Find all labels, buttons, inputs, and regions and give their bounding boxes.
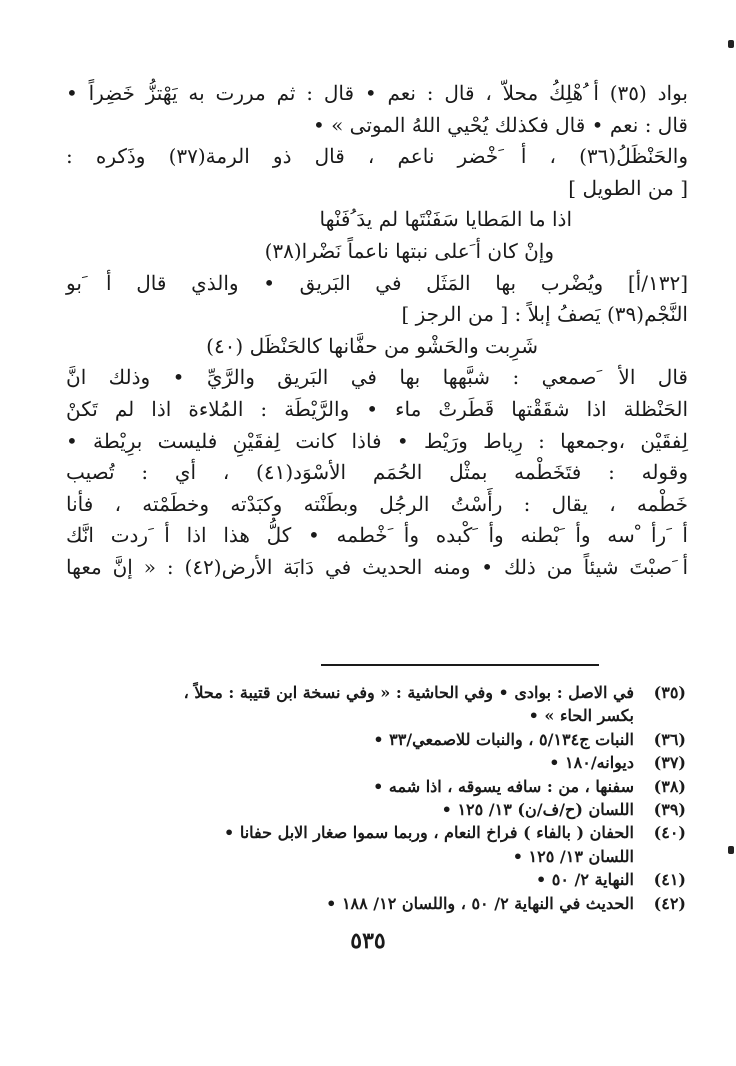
footnote-number: (٤٠) (653, 823, 686, 843)
text-line: لِفقَيْن ،وجمعها : رِياط ورَيْط • فاذا كانت لِفقَيْنِ فليست برِيْطة • (66, 428, 688, 453)
text-line: النَّجْم(٣٩) يَصفُ إبلاً : [ من الرجز ] (401, 302, 688, 327)
text-line: قال الأ َصمعي : شبَّهها بها في البَريق والرَّيِّ • وذلك انَّ (66, 365, 688, 390)
page-number: ٥٣٥ (350, 928, 386, 954)
footnote-text: في الاصل : بوادى • وفي الحاشية : « وفي نسخة ابن قتيبة : محلاً ، (183, 683, 634, 702)
footnote-number: (٣٧) (653, 753, 686, 773)
verse-line: شَرِبت والحَشْو من حفَّانها كالحَنْظَل (٤٠) (206, 333, 538, 358)
footnote-continuation (66, 845, 686, 868)
footnote (66, 821, 686, 844)
footnote-text: ديوانه/١٨٠ • (549, 753, 634, 773)
footnote-number: (٣٦) (653, 729, 686, 749)
text-line: والحَنْظَلُ(٣٦) ، أ َخْضر ناعم ، قال ذو الرمة(٣٧) وذَكره : (66, 144, 689, 169)
footnote-number: (٤٢) (653, 893, 686, 913)
footnote (66, 681, 686, 704)
scan-margin-mark (728, 40, 734, 48)
footnote-separator (321, 664, 599, 666)
footnote-text: اللسان ١٣/ ١٢٥ • (512, 846, 634, 866)
footnote (66, 798, 686, 821)
footnote (66, 892, 686, 915)
footnote-text: الحفان ( بالفاء ) فراخ النعام ، وربما سموا صغار الابل حفانا • (224, 823, 634, 843)
footnote (66, 868, 686, 891)
text-line: قال : نعم • قال فكذلك يُحْيي اللهُ الموتى » • (312, 112, 688, 137)
text-line: خَطْمه ، يقال : رأَسْتُ الرجُل وبطَنْته وكبَدْته وخطَمْته ، فأنا (66, 491, 688, 516)
verse-line: اذا ما المَطايا سَفَنْتَها لم يدَ ُفَنْها (319, 207, 572, 232)
main-text-block (66, 78, 688, 584)
footnote-text: بكسر الحاء » • (528, 706, 634, 726)
footnote-number: (٣٥) (653, 683, 686, 702)
footnote-text: النبات ج٥/١٣٤ ، والنبات للاصمعي/٣٣ • (373, 729, 634, 749)
footnote-text: اللسان (ح/ف/ن) ١٣/ ١٢٥ • (441, 799, 634, 819)
footnote (66, 751, 686, 774)
footnote-number: (٣٩) (653, 799, 686, 819)
footnote-text: الحديث في النهاية ٢/ ٥٠ ، واللسان ١٢/ ١٨٨ • (326, 893, 634, 913)
footnote-number: (٤١) (653, 870, 686, 890)
verse-line: وإنْ كان أ َعلى نبتها ناعماً نَضْرا(٣٨) (264, 238, 554, 263)
footnote (66, 775, 686, 798)
footnote-text: النهاية ٢/ ٥٠ • (536, 870, 634, 890)
text-line: بواد (٣٥) أ ُهْلِكُ محلاّ ، قال : نعم • قال : ثم مررت به يَهْتزُّ خَضِراً • (66, 81, 688, 105)
text-line: وقوله : فتَخَطْمه بمثْل الحُمَم الأسْوَد(٤١) ، أي : تُصيب (66, 460, 688, 485)
footnote-text: سفنها ، من : سافه يسوقه ، اذا شمه • (373, 776, 634, 796)
footnote (66, 728, 686, 751)
scan-margin-mark (728, 846, 734, 854)
text-line: أ َصبْتَ شيئاً من ذلك • ومنه الحديث في دَابَة الأرض(٤٢) : « إنَّ معها (66, 554, 689, 579)
meter-label: [ من الطويل ] (568, 175, 688, 200)
text-line: الحَنْظلة اذا شقَقْتها قَطَرتْ ماء • والرَّيْطَة : المُلاءة اذا لم تَكنْ (66, 396, 688, 421)
footnote-number: (٣٨) (653, 776, 686, 796)
text-line: [١٣٢/أ] ويُضْرب بها المَثَل في البَريق • والذي قال أ َبو (66, 270, 688, 295)
footnotes-block (66, 681, 686, 915)
footnote-continuation (66, 704, 686, 727)
text-line: أ َرأ ْسه وأ َبْطنه وأ َكْبده وأ َخْطمه • كلُّ هذا اذا أ َردت انَّك (66, 523, 688, 548)
